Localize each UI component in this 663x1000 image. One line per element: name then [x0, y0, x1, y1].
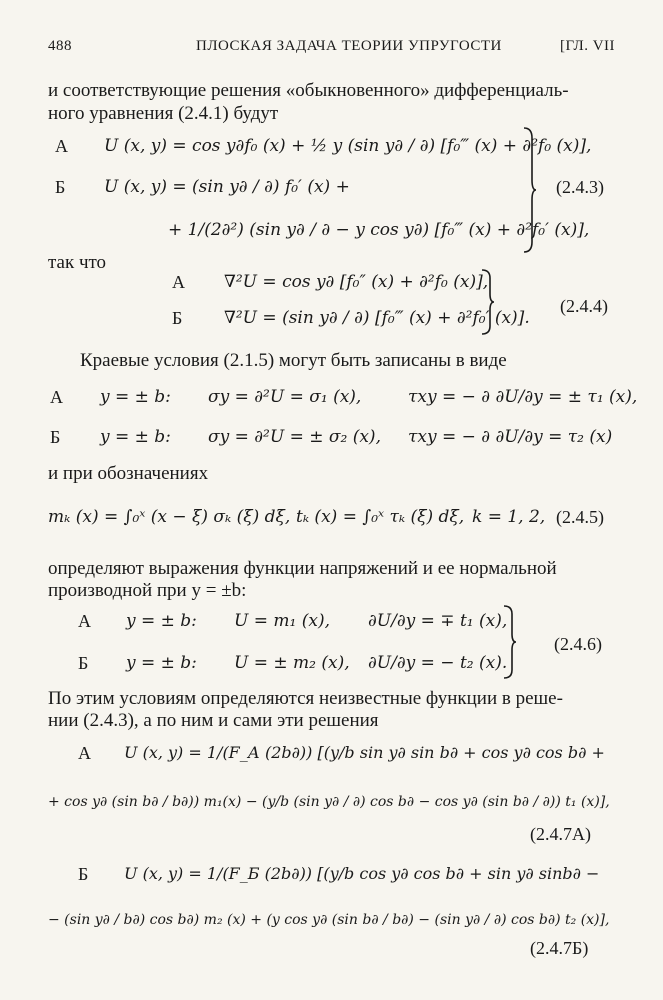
equation-246-b-cond: y = ± b:: [126, 653, 197, 673]
paragraph-line: и при обозначениях: [48, 463, 209, 484]
paragraph-line: нии (2.4.3), а по ним и сами эти решения: [48, 710, 379, 731]
equation-247a-line2: + cos y∂ (sin b∂ / b∂)) m₁(x) − (y/b (sin y∂ / ∂) cos b∂ − cos y∂ (sin b∂ / ∂)) t₁ (x)],: [48, 794, 610, 810]
equation-246-b-u: U = ± m₂ (x),: [234, 653, 350, 673]
paragraph-line: производной при y = ±b:: [48, 580, 247, 601]
paragraph-line: так что: [48, 252, 107, 273]
equation-247b-line2: − (sin y∂ / b∂) cos b∂) m₂ (x) + (y cos y∂ (sin b∂ / b∂) − (sin y∂ / ∂) cos b∂) t₂ (x)],: [48, 912, 610, 928]
running-title: ПЛОСКАЯ ЗАДАЧА ТЕОРИИ УПРУГОСТИ: [196, 38, 502, 54]
bc-a-condition: y = ± b:: [100, 387, 171, 407]
equation-246-a-cond: y = ± b:: [126, 611, 197, 631]
equation-246-b-du: ∂U/∂y = − t₂ (x).: [368, 653, 508, 673]
equation-245-m: mₖ (x) = ∫₀ˣ (x − ξ) σₖ (ξ) dξ,: [48, 507, 291, 527]
paragraph-line: По этим условиям определяются неизвестные функции в реше-: [48, 688, 563, 709]
equation-number: (2.4.7Б): [530, 938, 589, 958]
equation-245-k: k = 1, 2,: [472, 507, 546, 527]
equation-number: (2.4.7А): [530, 824, 591, 844]
case-label-a: А: [78, 743, 91, 763]
equation-243-b-line1: U (x, y) = (sin y∂ / ∂) f₀′ (x) +: [104, 177, 350, 197]
page-number: 488: [48, 38, 72, 54]
equation-246-a-u: U = m₁ (x),: [234, 611, 330, 631]
chapter-label: [ГЛ. VII: [560, 38, 616, 54]
case-label-b: Б: [172, 308, 183, 328]
case-label-a: А: [78, 611, 91, 631]
paragraph-line: определяют выражения функции напряжений и ее нормальной: [48, 558, 557, 579]
case-label-a: А: [55, 136, 68, 156]
equation-245-t: tₖ (x) = ∫₀ˣ τₖ (ξ) dξ,: [296, 507, 465, 527]
equation-243-b-line2: + 1/(2∂²) (sin y∂ / ∂ − y cos y∂) [f₀‴ (x) + ∂²f₀′ (x)],: [168, 220, 590, 240]
equation-243-a: U (x, y) = cos y∂f₀ (x) + ½ y (sin y∂ / ∂) [f₀‴ (x) + ∂²f₀ (x)],: [104, 136, 592, 156]
case-label-b: Б: [50, 427, 61, 447]
brace-right-icon: [522, 126, 536, 254]
paragraph-line: и соответствующие решения «обыкновенного» дифференциаль-: [48, 80, 569, 101]
bc-a-sigma: σy = ∂²U = σ₁ (x),: [208, 387, 362, 407]
equation-247b-line1: U (x, y) = 1/(F_Б (2b∂)) [(y/b cos y∂ cos b∂ + sin y∂ sinb∂ −: [124, 864, 600, 883]
brace-right-icon: [480, 268, 494, 336]
equation-number: (2.4.3): [556, 177, 604, 197]
brace-right-icon: [502, 604, 516, 680]
equation-number: (2.4.5): [556, 507, 604, 527]
equation-244-a: ∇²U = cos y∂ [f₀″ (x) + ∂²f₀ (x)],: [224, 272, 489, 292]
case-label-a: А: [172, 272, 185, 292]
bc-a-tau: τxy = − ∂ ∂U/∂y = ± τ₁ (x),: [408, 387, 638, 407]
equation-247a-line1: U (x, y) = 1/(F_А (2b∂)) [(y/b sin y∂ sin b∂ + cos y∂ cos b∂ +: [124, 743, 605, 762]
case-label-b: Б: [78, 864, 89, 884]
case-label-b: Б: [55, 177, 66, 197]
bc-b-condition: y = ± b:: [100, 427, 171, 447]
bc-b-tau: τxy = − ∂ ∂U/∂y = τ₂ (x): [408, 427, 613, 447]
equation-244-b: ∇²U = (sin y∂ / ∂) [f₀‴ (x) + ∂²f₀′ (x)].: [224, 308, 530, 328]
equation-246-a-du: ∂U/∂y = ∓ t₁ (x),: [368, 611, 508, 631]
equation-number: (2.4.4): [560, 296, 608, 316]
case-label-b: Б: [78, 653, 89, 673]
paragraph-line: ного уравнения (2.4.1) будут: [48, 103, 279, 124]
equation-number: (2.4.6): [554, 634, 602, 654]
paragraph-line: Краевые условия (2.1.5) могут быть записаны в виде: [80, 350, 507, 371]
bc-b-sigma: σy = ∂²U = ± σ₂ (x),: [208, 427, 381, 447]
case-label-a: А: [50, 387, 63, 407]
